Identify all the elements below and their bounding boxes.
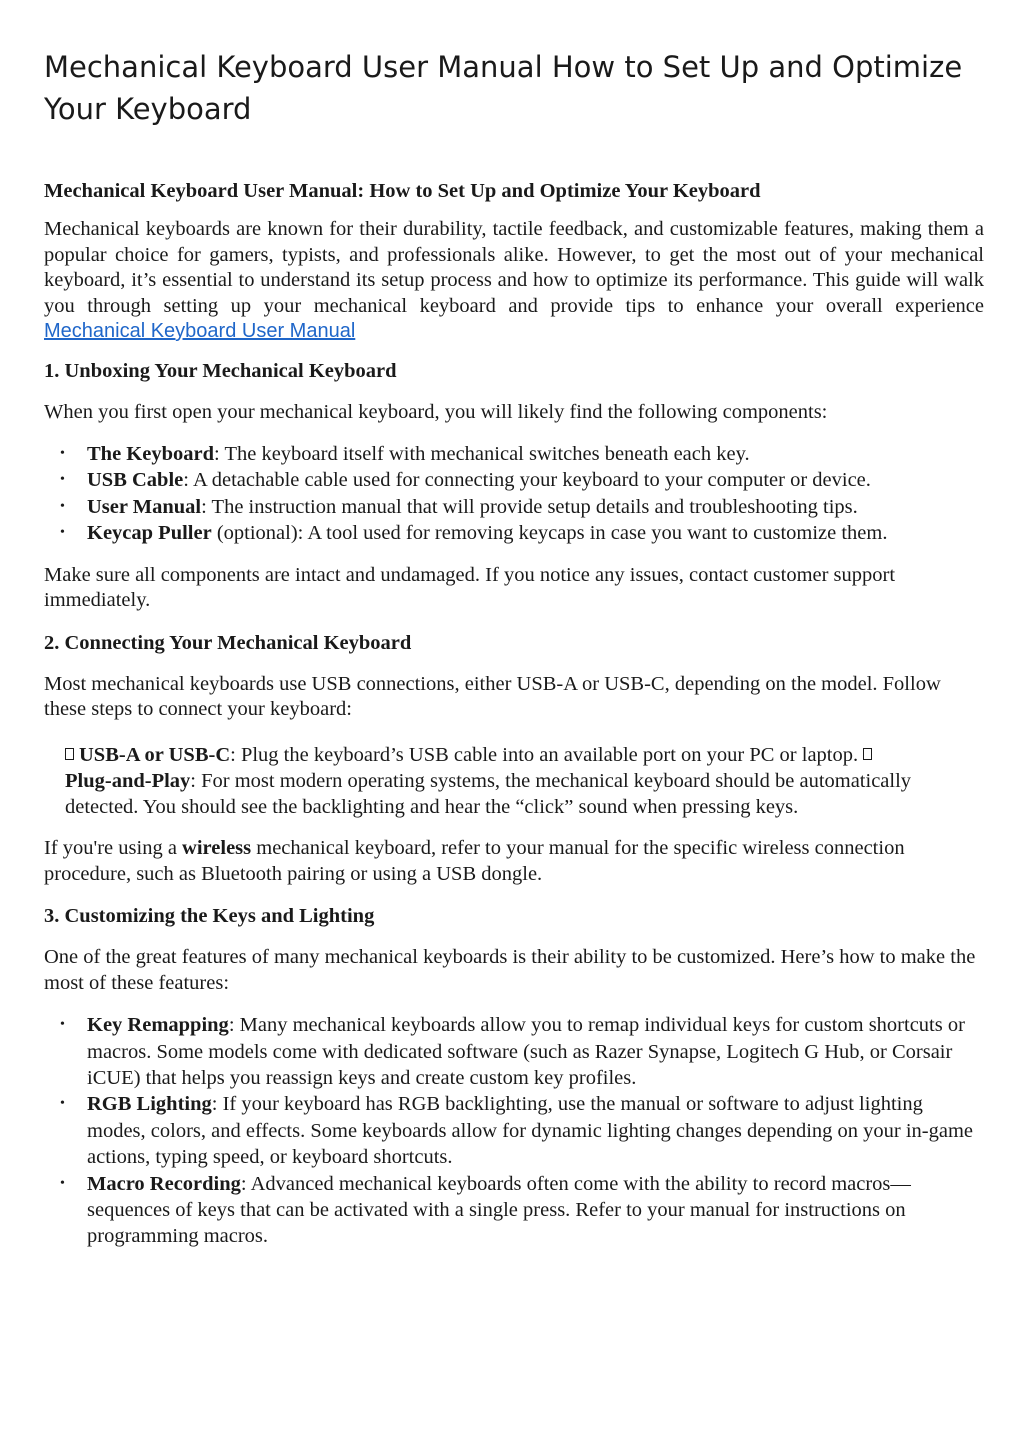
section-1-intro: When you first open your mechanical keyboard, you will likely find the following components: [44, 400, 828, 423]
bullet-icon: • [60, 446, 65, 461]
components-list [44, 441, 984, 547]
item-text: : A tool used for removing keycaps in case you want to customize them. [297, 522, 888, 545]
section-3-intro: One of the great features of many mechanical keyboards is their ability to be customized. Here’s how to make the most of these features: [44, 946, 976, 994]
item-text: : Many mechanical keyboards allow you to remap individual keys for custom shortcuts or macros. Some models come with dedicated software (such as Razer Synapse, Logitech G Hub, or Corsair iCUE) that helps you reassign keys and create custom key profiles. [87, 1014, 965, 1090]
main-heading: Mechanical Keyboard User Manual: How to Set Up and Optimize Your Keyboard [44, 180, 761, 202]
item-term: RGB Lighting [87, 1093, 212, 1116]
item-term: USB Cable [87, 469, 184, 492]
wireless-paragraph [44, 836, 984, 887]
item-text: : If your keyboard has RGB backlighting, use the manual or software to adjust lighting modes, colors, and effects. Some keyboards allow for dynamic lighting changes depending on your in-game actions, typing speed, or keyboard shortcuts. [87, 1093, 974, 1169]
list-item [44, 1091, 984, 1170]
step-term: Plug-and-Play [65, 769, 191, 792]
list-item [44, 467, 984, 493]
wireless-after: mechanical keyboard, refer to your manual for the specific wireless connection procedure, such as Bluetooth pairing or using a USB dongle. [44, 837, 905, 885]
item-term: Key Remapping [87, 1014, 229, 1037]
bullet-icon: • [60, 472, 65, 488]
step-term: USB-A or USB-C [79, 743, 231, 766]
wireless-term: wireless [182, 837, 252, 860]
bullet-icon: • [60, 498, 65, 514]
intro-text: Mechanical keyboards are known for their durability, tactile feedback, and customizable features, making them a popular choice for gamers, typists, and professionals alike. However, to get the most out of your mechanical keyboard, it’s essential to understand its setup process and how to optimize its performance. This guide will walk you through setting up your mechanical keyboard and provide tips to enhance your overall experience [44, 218, 984, 317]
item-text: : The keyboard itself with mechanical switches beneath each key. [214, 443, 750, 465]
item-term: Macro Recording [87, 1172, 241, 1195]
wireless-before: If you're using a [44, 837, 183, 860]
list-item [44, 494, 984, 520]
bullet-icon: • [60, 1096, 65, 1112]
box-icon [863, 748, 872, 760]
section-2-intro: Most mechanical keyboards use USB connections, either USB-A or USB-C, depending on the model. Follow these steps to connect your keyboard: [44, 672, 941, 721]
step-text: : For most modern operating systems, the mechanical keyboard should be automatically detected. You should see the backlighting and hear the “click” sound when pressing keys. [65, 769, 912, 819]
list-item [44, 1171, 984, 1250]
item-text: : The instruction manual that will provide setup details and troubleshooting tips. [201, 495, 858, 518]
item-term: The Keyboard [87, 443, 214, 465]
section-1-heading: 1. Unboxing Your Mechanical Keyboard [44, 359, 397, 382]
connection-steps [44, 742, 984, 821]
section-1-outro: Make sure all components are intact and undamaged. If you notice any issues, contact customer support immediately. [44, 563, 896, 612]
list-item [44, 441, 984, 467]
bullet-icon: • [60, 1175, 65, 1191]
step-text: : Plug the keyboard’s USB cable into an available port on your PC or laptop. [230, 743, 864, 766]
document-title: Mechanical Keyboard User Manual How to Set Up and Optimize Your Keyboard [44, 50, 963, 126]
manual-link[interactable]: Mechanical Keyboard User Manual [44, 320, 356, 342]
intro-paragraph [44, 217, 984, 345]
item-term: User Manual [87, 495, 202, 518]
customization-list [44, 1012, 984, 1250]
bullet-icon: • [60, 1017, 65, 1033]
item-text: : A detachable cable used for connecting your keyboard to your computer or device. [183, 469, 871, 492]
document-body [44, 178, 984, 1266]
box-icon [65, 748, 74, 760]
bullet-icon: • [60, 525, 65, 541]
list-item [44, 1012, 984, 1091]
item-text: : Advanced mechanical keyboards often come with the ability to record macros—sequences of keys that can be activated with a single press. Refer to your manual for instructions on programming macros. [87, 1172, 911, 1248]
list-item [44, 520, 984, 546]
section-3-heading: 3. Customizing the Keys and Lighting [44, 905, 375, 928]
item-term: Keycap Puller [87, 522, 212, 545]
item-suffix: (optional) [211, 522, 298, 545]
section-2-heading: 2. Connecting Your Mechanical Keyboard [44, 631, 412, 654]
